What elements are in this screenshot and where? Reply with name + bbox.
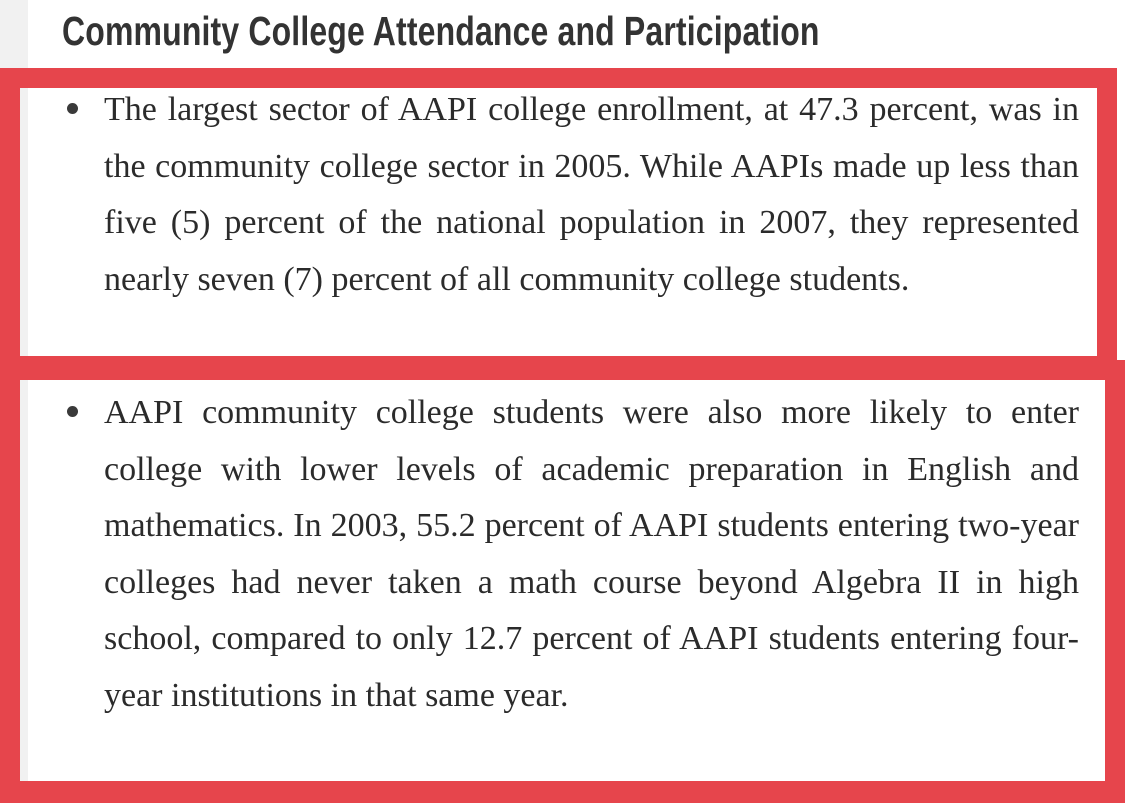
bullet-icon xyxy=(67,406,78,417)
section-heading: Community College Attendance and Participation xyxy=(62,8,820,54)
bullet-text-1: The largest sector of AAPI college enrollment, at 47.3 percent, was in the community college sector in 2005. While AAPIs made up less than five (5) percent of the national population in 2007, they represented nearly seven (7) percent of all community college students. xyxy=(104,91,1079,298)
bullet-icon xyxy=(67,103,78,114)
bullet-text-2: AAPI community college students were also more likely to enter college with lower levels of academic preparation in English and mathematics. In 2003, 55.2 percent of AAPI students entering two-year colleges had never taken a math course beyond Algebra II in high school, compared to only 12.7 percent of AAPI students entering four-year institutions in that same year. xyxy=(104,394,1079,714)
